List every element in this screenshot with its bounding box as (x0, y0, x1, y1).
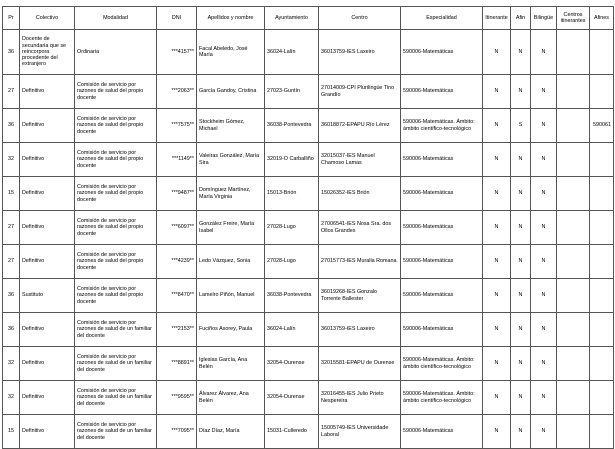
header-dni: DNI (157, 7, 197, 30)
cell-ayuntamiento: 15031-Culleredo (265, 415, 319, 449)
cell-itinerante: N (483, 347, 511, 381)
cell-apellidos-nombre: Ledo Vázquez, Sonia (197, 245, 265, 279)
cell-pr: 27 (3, 245, 20, 279)
cell-itinerante: N (483, 177, 511, 211)
table-row (3, 109, 614, 143)
cell-afin: N (511, 177, 531, 211)
cell-apellidos-nombre: Valeiras González, María Sira (197, 143, 265, 177)
cell-afines (590, 143, 614, 177)
cell-bilingue: N (531, 177, 557, 211)
cell-bilingue: N (531, 30, 557, 75)
cell-ayuntamiento: 36024-Lalín (265, 313, 319, 347)
cell-pr: 36 (3, 279, 20, 313)
cell-centros-itinerantes (557, 347, 590, 381)
header-itinerante: Itinerante (483, 7, 511, 30)
header-ayuntamiento: Ayuntamiento (265, 7, 319, 30)
cell-centros-itinerantes (557, 143, 590, 177)
cell-dni: ***2063** (157, 75, 197, 109)
cell-pr: 27 (3, 211, 20, 245)
header-apellidos-nombre: Apellidos y nombre (197, 7, 265, 30)
cell-modalidad: Comisión de servicio por razones de salud del propio docente (75, 279, 157, 313)
cell-afin: N (511, 143, 531, 177)
header-pr: Pr (3, 7, 20, 30)
cell-colectivo: Definitivo (20, 415, 75, 449)
assignments-table (2, 6, 614, 449)
table-row (3, 143, 614, 177)
cell-centro: 15026352-IES Brión (319, 177, 401, 211)
cell-afin: N (511, 381, 531, 415)
cell-dni: ***7095** (157, 415, 197, 449)
cell-afines (590, 381, 614, 415)
cell-ayuntamiento: 32054-Ourense (265, 347, 319, 381)
cell-pr: 32 (3, 381, 20, 415)
cell-afines (590, 177, 614, 211)
cell-especialidad: 590006-Matemáticas (401, 279, 483, 313)
cell-apellidos-nombre: Iglesias García, Ana Belén (197, 347, 265, 381)
cell-itinerante: N (483, 279, 511, 313)
cell-dni: ***2153** (157, 313, 197, 347)
cell-modalidad: Comisión de servicio por razones de salud del propio docente (75, 143, 157, 177)
cell-pr: 36 (3, 313, 20, 347)
cell-centros-itinerantes (557, 109, 590, 143)
cell-apellidos-nombre: Stockheim Gómez, Michael (197, 109, 265, 143)
header-colectivo: Colectivo (20, 7, 75, 30)
cell-ayuntamiento: 36038-Pontevedra (265, 109, 319, 143)
cell-afin: N (511, 347, 531, 381)
header-row (3, 7, 614, 30)
table-row (3, 245, 614, 279)
cell-bilingue: N (531, 143, 557, 177)
cell-especialidad: 590006-Matemáticas (401, 75, 483, 109)
cell-itinerante: N (483, 381, 511, 415)
cell-ayuntamiento: 27023-Guntín (265, 75, 319, 109)
cell-modalidad: Comisión de servicio por razones de salud de un familiar del docente (75, 381, 157, 415)
cell-modalidad: Comisión de servicio por razones de salud de un familiar del docente (75, 313, 157, 347)
cell-bilingue: N (531, 347, 557, 381)
cell-colectivo: Sustituto (20, 279, 75, 313)
cell-modalidad: Comisión de servicio por razones de salud de un familiar del docente (75, 415, 157, 449)
cell-dni: ***1149** (157, 143, 197, 177)
cell-modalidad: Ordinaria (75, 30, 157, 75)
cell-apellidos-nombre: Lamelro Piñón, Manuel (197, 279, 265, 313)
cell-dni: ***4239** (157, 245, 197, 279)
cell-colectivo: Definitivo (20, 381, 75, 415)
cell-afines (590, 211, 614, 245)
cell-centros-itinerantes (557, 313, 590, 347)
cell-afin: N (511, 279, 531, 313)
cell-especialidad: 590006-Matemáticas. Ámbito: ámbito científico-tecnológico (401, 109, 483, 143)
table-row (3, 75, 614, 109)
cell-colectivo: Definitivo (20, 75, 75, 109)
cell-centros-itinerantes (557, 30, 590, 75)
cell-colectivo: Definitivo (20, 211, 75, 245)
cell-dni: ***4157** (157, 30, 197, 75)
cell-ayuntamiento: 32054-Ourense (265, 381, 319, 415)
cell-afin: N (511, 75, 531, 109)
cell-centro: 15005749-IES Universidade Laboral (319, 415, 401, 449)
cell-afin: N (511, 415, 531, 449)
cell-centro: 36019268-IES Gonzalo Torrente Ballester (319, 279, 401, 313)
cell-itinerante: N (483, 313, 511, 347)
cell-ayuntamiento: 32019-O Carballiño (265, 143, 319, 177)
cell-centros-itinerantes (557, 279, 590, 313)
cell-especialidad: 590006-Matemáticas (401, 30, 483, 75)
cell-bilingue: N (531, 381, 557, 415)
cell-apellidos-nombre: Domínguez Martínez, María Virginia (197, 177, 265, 211)
cell-centro: 36013759-IES Laxeiro (319, 313, 401, 347)
cell-centro: 36018872-EPAPU Río Lérez (319, 109, 401, 143)
header-modalidad: Modalidad (75, 7, 157, 30)
cell-colectivo: Definitivo (20, 313, 75, 347)
cell-itinerante: N (483, 109, 511, 143)
cell-pr: 36 (3, 109, 20, 143)
cell-centro: 27015773-IES Muralla Romana (319, 245, 401, 279)
cell-itinerante: N (483, 30, 511, 75)
cell-especialidad: 590006-Matemáticas (401, 177, 483, 211)
cell-afin: N (511, 245, 531, 279)
table-row (3, 415, 614, 449)
cell-especialidad: 590006-Matemáticas. Ámbito: ámbito científico-tecnológico (401, 347, 483, 381)
cell-pr: 36 (3, 30, 20, 75)
header-afin: Afin (511, 7, 531, 30)
cell-bilingue: N (531, 415, 557, 449)
table-row (3, 30, 614, 75)
header-bilingue: Bilingüe (531, 7, 557, 30)
cell-centro: 32016455-IES Julio Prieto Nespereira (319, 381, 401, 415)
cell-afines (590, 30, 614, 75)
cell-especialidad: 590006-Matemáticas (401, 415, 483, 449)
cell-centro: 27006541-IES Nosa Sra. dos Ollos Grandes (319, 211, 401, 245)
cell-afin: N (511, 313, 531, 347)
cell-apellidos-nombre: Facal Abeledo, José María (197, 30, 265, 75)
cell-especialidad: 590006-Matemáticas (401, 211, 483, 245)
cell-centro: 27014009-CPI Plurilingüe Tino Grandío (319, 75, 401, 109)
cell-modalidad: Comisión de servicio por razones de salud del propio docente (75, 245, 157, 279)
cell-ayuntamiento: 36024-Lalín (265, 30, 319, 75)
cell-afin: N (511, 211, 531, 245)
table-row (3, 177, 614, 211)
cell-modalidad: Comisión de servicio por razones de salud del propio docente (75, 109, 157, 143)
cell-afines: 590061 (590, 109, 614, 143)
cell-colectivo: Definitivo (20, 245, 75, 279)
cell-itinerante: N (483, 143, 511, 177)
table-row (3, 381, 614, 415)
cell-bilingue: N (531, 211, 557, 245)
cell-afines (590, 75, 614, 109)
table-row (3, 347, 614, 381)
cell-colectivo: Definitivo (20, 143, 75, 177)
cell-pr: 32 (3, 143, 20, 177)
cell-dni: ***8891** (157, 347, 197, 381)
cell-ayuntamiento: 36038-Pontevedra (265, 279, 319, 313)
cell-pr: 27 (3, 75, 20, 109)
cell-apellidos-nombre: Álvarez Álvarez, Ana Belén (197, 381, 265, 415)
header-centro: Centro (319, 7, 401, 30)
cell-especialidad: 590006-Matemáticas (401, 245, 483, 279)
cell-afines (590, 347, 614, 381)
cell-bilingue: N (531, 279, 557, 313)
cell-colectivo: Definitivo (20, 347, 75, 381)
cell-modalidad: Comisión de servicio por razones de salud del propio docente (75, 211, 157, 245)
cell-itinerante: N (483, 245, 511, 279)
cell-pr: 32 (3, 347, 20, 381)
header-afines: Afines (590, 7, 614, 30)
cell-apellidos-nombre: González Freire, María Isabel (197, 211, 265, 245)
cell-dni: ***7575** (157, 109, 197, 143)
cell-afines (590, 415, 614, 449)
cell-bilingue: N (531, 109, 557, 143)
cell-dni: ***8470** (157, 279, 197, 313)
cell-centros-itinerantes (557, 177, 590, 211)
cell-centro: 32015037-IES Manuel Chamoso Lamas (319, 143, 401, 177)
table-row (3, 313, 614, 347)
table-row (3, 211, 614, 245)
cell-apellidos-nombre: Díaz Díaz, María (197, 415, 265, 449)
cell-dni: ***9595** (157, 381, 197, 415)
cell-afines (590, 245, 614, 279)
cell-colectivo: Definitivo (20, 109, 75, 143)
cell-colectivo: Definitivo (20, 177, 75, 211)
cell-afines (590, 313, 614, 347)
cell-centro: 32015581-EPAPU de Ourense (319, 347, 401, 381)
cell-ayuntamiento: 27028-Lugo (265, 211, 319, 245)
header-especialidad: Especialidad (401, 7, 483, 30)
cell-modalidad: Comisión de servicio por razones de salud del propio docente (75, 177, 157, 211)
cell-especialidad: 590006-Matemáticas (401, 143, 483, 177)
cell-apellidos-nombre: Fuciños Asorey, Paula (197, 313, 265, 347)
cell-itinerante: N (483, 75, 511, 109)
cell-centros-itinerantes (557, 211, 590, 245)
cell-dni: ***6097** (157, 211, 197, 245)
cell-centros-itinerantes (557, 75, 590, 109)
cell-centros-itinerantes (557, 415, 590, 449)
cell-bilingue: N (531, 245, 557, 279)
cell-bilingue: N (531, 75, 557, 109)
cell-modalidad: Comisión de servicio por razones de salud del propio docente (75, 75, 157, 109)
cell-dni: ***9487** (157, 177, 197, 211)
cell-ayuntamiento: 27028-Lugo (265, 245, 319, 279)
cell-colectivo: Docente de secundaria que se reincorpora procedente del extranjero (20, 30, 75, 75)
cell-afin: N (511, 30, 531, 75)
cell-centro: 36013759-IES Laxeiro (319, 30, 401, 75)
cell-especialidad: 590006-Matemáticas (401, 313, 483, 347)
cell-pr: 15 (3, 177, 20, 211)
cell-itinerante: N (483, 211, 511, 245)
cell-centros-itinerantes (557, 381, 590, 415)
cell-afin: S (511, 109, 531, 143)
cell-bilingue: N (531, 313, 557, 347)
cell-pr: 15 (3, 415, 20, 449)
cell-centros-itinerantes (557, 245, 590, 279)
cell-apellidos-nombre: García Gandoy, Cristina (197, 75, 265, 109)
cell-afines (590, 279, 614, 313)
cell-modalidad: Comisión de servicio por razones de salud de un familiar del docente (75, 347, 157, 381)
cell-ayuntamiento: 15013-Brión (265, 177, 319, 211)
cell-itinerante: N (483, 415, 511, 449)
table-row (3, 279, 614, 313)
header-centros-itinerantes: Centros itinerantes (557, 7, 590, 30)
cell-especialidad: 590006-Matemáticas. Ámbito: ámbito científico-tecnológico (401, 381, 483, 415)
